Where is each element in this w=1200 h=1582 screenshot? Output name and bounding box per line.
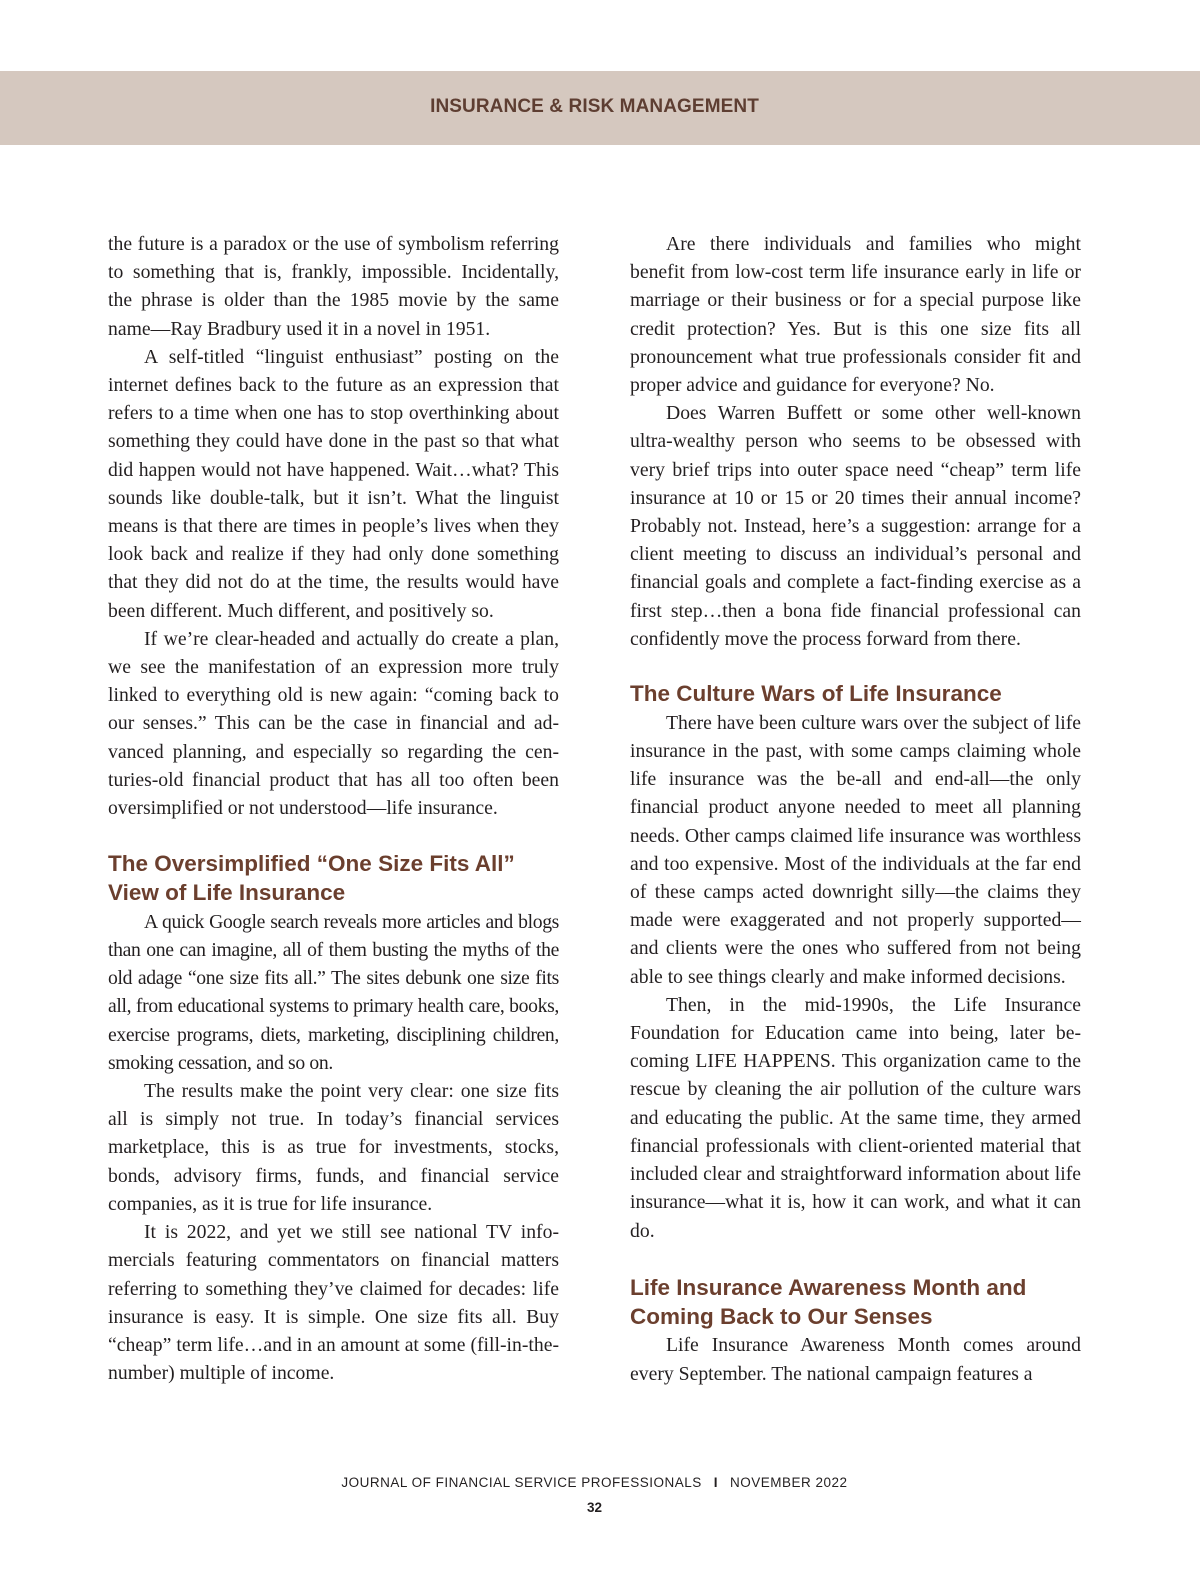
paragraph: Are there individuals and families who might benefit from low-cost term life insurance early in life or marriage or their business or for a special purpose like credit protection? Yes. But is this one size fits all pronouncement what true professionals consider fit and proper advice and guidance for everyone? No.: [630, 233, 1081, 397]
paragraph: A quick Google search reveals more articles and blogs than one can imagine, all of them busting the myths of the old adage “one size fits all.” The sites debunk one size fits all, from educational systems to primary health care, books, exercise programs, diets, marketing, disciplining children, smoking cessation, and so on.: [108, 910, 559, 1074]
paragraph: It is 2022, and yet we still see national TV infomercials featuring commentators on financial matters referring to something they’ve claimed for decades: life insurance is easy. It is simple. One size fits all. Buy “cheap” term life…and in an amount at some (fill-in-the-number) multiple of income.: [108, 1221, 559, 1385]
paragraph: Does Warren Buffett or some other well-known ultra-wealthy person who seems to be obsessed with very brief trips into outer space need “cheap” term life insurance at 10 or 15 or 20 times their annual income? Probably not. Instead, here’s a suggestion: arrange for a client meeting to discuss an individual’s personal and financial goals and complete a fact-finding exercise as a first step…then a bona fide financial professional can confidently move the process forward from there.: [630, 402, 1081, 650]
section-heading: Life Insurance Awareness Month and Coming Back to Our Senses: [630, 1274, 1027, 1329]
paragraph: Life Insurance Awareness Month comes around every September. The national campaign features a: [630, 1334, 1081, 1385]
page-number: 32: [586, 1500, 603, 1515]
paragraph: The results make the point very clear: one size fits all is simply not true. In today’s financial services marketplace, this is as true for investments, stocks, bonds, advisory firms, funds, and financial service companies, as it is true for life insurance.: [108, 1080, 559, 1215]
section-title: INSURANCE & RISK MANAGEMENT: [430, 96, 759, 117]
issue-date: NOVEMBER 2022: [730, 1475, 848, 1490]
footer-separator: I: [713, 1475, 719, 1490]
left-column: [108, 230, 559, 1387]
paragraph: A self-titled “linguist enthusiast” posting on the internet defines back to the future as an expression that refers to a time when one has to stop overthinking about something they could have done in the past so that what did happen would not have happened. Wait…what? This sounds like double-talk, but it isn’t. What the linguist means is that there are times in people’s lives when they look back and realize if they had only done something that they did not do at the time, the results would have been different. Much different, and positively so.: [108, 345, 559, 622]
right-column: [630, 230, 1081, 1388]
paragraph: Then, in the mid-1990s, the Life Insurance Foundation for Education came into being, later becoming LIFE HAPPENS. This organization came to the rescue by cleaning the air pollution of the culture wars and educating the public. At the same time, they armed financial professionals with client-oriented material that included clear and straightforward information about life insurance—what it is, how it can work, and what it can do.: [630, 993, 1081, 1242]
section-heading: The Oversimplified “One Size Fits All” View of Life Insurance: [108, 851, 515, 906]
paragraph: the future is a paradox or the use of symbolism referring to something that is, frankly, impossible. Incidentally, the phrase is older than the 1985 movie by the same name—Ray Bradbury used it in a novel in 1951.: [108, 233, 559, 340]
journal-name: JOURNAL OF FINANCIAL SERVICE PROFESSIONALS: [341, 1475, 702, 1490]
section-heading: The Culture Wars of Life Insurance: [630, 681, 1002, 707]
footer: [0, 1475, 1189, 1490]
paragraph: If we’re clear-headed and actually do create a plan, we see the manifestation of an expression more truly linked to everything old is new again: “coming back to our senses.” This can be the case in financial and advanced planning, and especially so regarding the centuries-old financial product that has all too often been oversimplified or not understood—life insurance.: [108, 627, 559, 820]
paragraph: There have been culture wars over the subject of life insurance in the past, with some camps claiming whole life insurance was the be-all and end-all—the only financial product anyone needed to meet all planning needs. Other camps claimed life insurance was worthless and too expensive. Most of the individuals at the far end of these camps acted downright silly—the claims they made were exaggerated and not properly supported—and clients were the ones who suffered from not being able to see things clearly and make informed decisions.: [630, 711, 1081, 988]
